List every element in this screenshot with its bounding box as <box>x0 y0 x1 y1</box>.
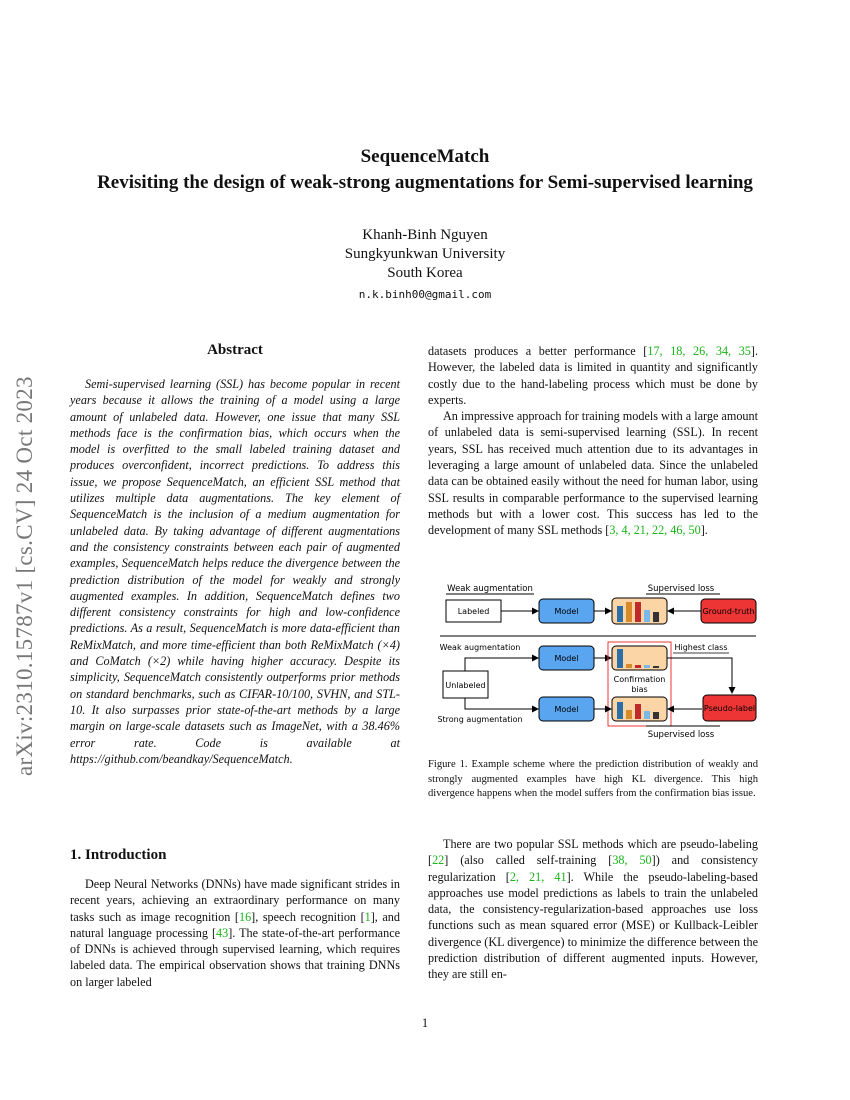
prediction-bar <box>626 664 632 668</box>
abstract-body <box>70 376 400 767</box>
arxiv-sidebar-stamp: arXiv:2310.15787v1 [cs.CV] 24 Oct 2023 <box>12 376 37 776</box>
citation-links[interactable]: 3, 4, 21, 22, 46, 50 <box>609 523 701 538</box>
pseudo-label-text: Pseudo-label <box>703 704 756 713</box>
prediction-bar <box>635 665 641 668</box>
figure-1-caption: Figure 1. Example scheme where the prediction distribution of weakly and strongly augmented examples have high KL divergence. This high divergence happens when the model suffers from the confirmation bias issue. <box>428 759 758 799</box>
prediction-bar <box>644 610 650 622</box>
body-text: ]. While the pseudo-labeling-based approaches use model predictions as labels to train the unlabeled data, the consistency-regularization-based approaches use loss functions such as mean squared error (MSE) or Kullback-Leibler divergence (KL divergence) to minimize the difference between the prediction distribution of different augmented inputs. However, they are still en- <box>428 869 759 982</box>
introduction-paragraph <box>70 876 400 990</box>
paper-subtitle: Revisiting the design of weak-strong augmentations for Semi-supervised learning <box>97 172 753 193</box>
author-country: South Korea <box>387 265 463 281</box>
prediction-bar <box>644 665 650 668</box>
citation-link[interactable]: 1 <box>364 909 371 924</box>
weak-augmentation-label: Weak augmentation <box>439 643 521 652</box>
prediction-bar <box>644 711 650 719</box>
prediction-bar <box>626 710 632 719</box>
model-text: Model <box>554 654 579 663</box>
citation-link[interactable]: 16 <box>238 909 252 924</box>
body-text: ]) and consistency regularization [ <box>428 853 759 884</box>
body-text: An impressive approach for training models with a large amount of unlabeled data is semi-supervised learning (SSL). In recent years, SSL has received much attention due to its advantages in leveraging a large amount of unlabeled data. Since the unlabeled data can be obtained easily without the need for human labor, using SSL results in comparable performance to the supervised learning methods but with a lower cost. This success has led to the development of many SSL methods [ <box>428 409 758 538</box>
intro-text: ], speech recognition [ <box>251 909 365 924</box>
citation-link[interactable]: 22 <box>432 853 445 868</box>
figure-1-diagram <box>428 578 760 746</box>
model-text: Model <box>554 705 579 714</box>
labeled-text: Labeled <box>457 607 490 616</box>
citation-links[interactable]: 38, 50 <box>612 853 652 868</box>
confirmation-label: Confirmation <box>613 675 666 684</box>
arrow-unlabeled-to-weak-model <box>465 658 538 671</box>
citation-links[interactable]: 17, 18, 26, 34, 35 <box>647 344 751 358</box>
prediction-bar <box>653 712 659 719</box>
arrow-unlabeled-to-strong-model <box>465 698 538 709</box>
citation-link[interactable]: 43 <box>216 925 229 940</box>
strong-augmentation-label: Strong augmentation <box>437 715 523 724</box>
prediction-bar <box>617 702 623 719</box>
arrow-prediction-to-pseudo-label <box>667 658 732 693</box>
body-text: ] (also called self-training [ <box>444 853 613 868</box>
prediction-bar <box>617 649 623 668</box>
prediction-bar <box>626 602 632 622</box>
paper-title: SequenceMatch <box>360 146 490 167</box>
supervised-loss-label-bottom: Supervised loss <box>647 730 715 740</box>
supervised-loss-label-top: Supervised loss <box>647 584 715 594</box>
abstract-heading: Abstract <box>207 342 263 358</box>
model-text: Model <box>554 607 579 616</box>
prediction-bar <box>617 606 623 622</box>
author-affiliation: Sungkyunkwan University <box>344 246 506 262</box>
introduction-heading: 1. Introduction <box>70 847 167 863</box>
body-text: datasets produces a better performance [ <box>428 344 648 358</box>
right-column-text-lower <box>428 836 758 983</box>
prediction-bar <box>635 704 641 719</box>
intro-text: Deep Neural Networks (DNNs) have made significant strides in recent years, achieving an extraordinary performance on many tasks such as image recognition [ <box>70 877 400 924</box>
abstract-text: Semi-supervised learning (SSL) has become popular in recent years because it allows the training of a model using a large amount of unlabeled data. However, one issue that many SSL methods face is the confirmation bias, which occurs when the model is overfitted to the small labeled training dataset and produces overconfident, incorrect predictions. To address this issue, we propose SequenceMatch, an efficient SSL method that utilizes multiple data augmentations. The key element of SequenceMatch is the inclusion of a medium augmentation for unlabeled data. By taking advantage of different augmentations and the consistency constraints between each pair of augmented examples, SequenceMatch helps reduce the divergence between the prediction distribution of the model for weakly and strongly augmented examples. In addition, SequenceMatch defines two different consistency constraints for high and low-confidence predictions. As a result, SequenceMatch is more data-efficient than ReMixMatch, and more time-efficient than both ReMixMatch (×4) and CoMatch (×2) while having higher accuracy. Despite its simplicity, SequenceMatch consistently outperforms prior methods on standard benchmarks, such as CIFAR-10/100, SVHN, and STL-10. It also surpasses prior state-of-the-art methods by a large margin on large-scale datasets such as ImageNet, with a 38.46% error rate. Code is available at https://github.com/beandkay/SequenceMatch. <box>70 377 400 766</box>
author-name: Khanh-Binh Nguyen <box>362 227 488 243</box>
citation-links[interactable]: 2, 21, 41 <box>509 869 567 884</box>
body-text: ]. However, the labeled data is limited in quantity and significantly costly due to the hand-labeling process which must be done by experts. <box>428 344 758 407</box>
intro-text: ]. The state-of-the-art performance of DNNs is achieved through supervised learning, which requires labeled data. The empirical observation shows that training DNNs on larger labeled <box>70 925 401 989</box>
highest-class-label: Highest class <box>674 643 728 652</box>
author-email[interactable]: n.k.binh00@gmail.com <box>358 288 492 301</box>
right-column-text <box>428 343 758 539</box>
intro-text: ], and natural language processing [ <box>70 909 400 940</box>
ground-truth-text: Ground-truth <box>702 607 755 616</box>
body-text: There are two popular SSL methods which are pseudo-labeling [ <box>428 837 758 868</box>
prediction-bar <box>653 666 659 668</box>
prediction-bar <box>635 602 641 622</box>
weak-augmentation-label-top: Weak augmentation <box>447 584 533 594</box>
unlabeled-text: Unlabeled <box>445 681 486 690</box>
prediction-bar <box>653 612 659 622</box>
page-number: 1 <box>421 1016 429 1030</box>
bias-label: bias <box>631 685 648 694</box>
body-text: ]. <box>700 523 708 538</box>
